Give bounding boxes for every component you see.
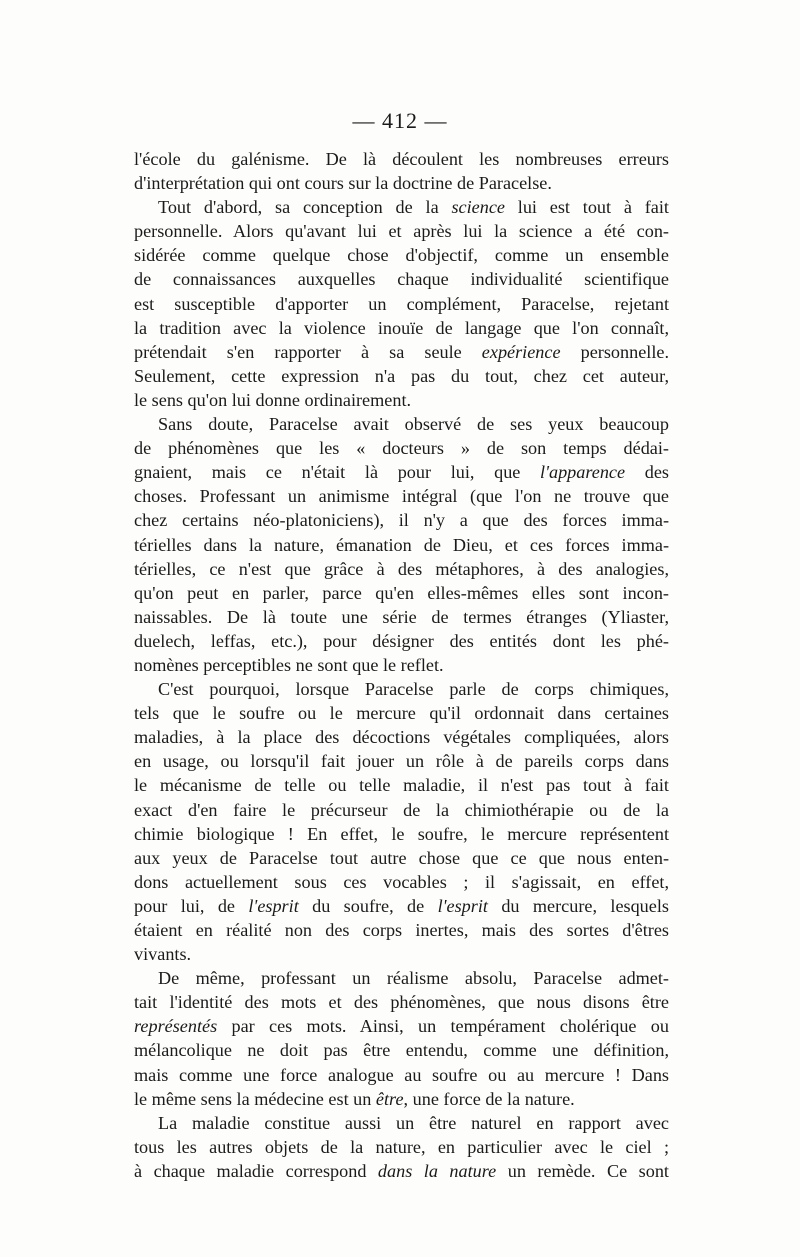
text-run: étaient en réalité non des corps inertes, mais des sortes d'êtres [134, 920, 669, 940]
text-run: mélancolique ne doit pas être entendu, comme une définition, [134, 1040, 669, 1061]
text-run: de phénomènes que les « docteurs » de son temps dédai- [134, 438, 669, 459]
text-run: C'est pourquoi, lorsque Paracelse parle de corps chimiques, [158, 679, 669, 700]
text-line [134, 557, 669, 581]
text-line [134, 1135, 669, 1159]
text-run: personnelle. [560, 341, 669, 362]
text-line [134, 243, 669, 267]
text-run: exact d'en faire le précurseur de la chimiothérapie ou de la [134, 799, 669, 820]
text-line [134, 1087, 669, 1111]
text-run: de connaissances auxquelles chaque individualité scientifique [134, 269, 669, 290]
text-line [134, 798, 669, 822]
text-run: des [625, 462, 669, 483]
text-line [134, 725, 669, 749]
text-line [134, 894, 669, 918]
text-run: qu'on peut en parler, parce qu'en elles-mêmes elles sont incon- [134, 582, 669, 603]
paragraph [134, 677, 669, 966]
text-line [134, 653, 669, 677]
text-run: prétendait s'en rapporter à sa seule [134, 341, 482, 362]
text-run: sidérée comme quelque chose d'objectif, comme un ensemble [134, 245, 669, 266]
italic-term: dans la nature [377, 1160, 497, 1181]
text-line [134, 822, 669, 846]
italic-term: représentés [134, 1016, 218, 1037]
text-run: dons actuellement sous ces vocables ; il s'agissait, en effet, [134, 871, 669, 892]
text-run: tait l'identité des mots et des phénomènes, que nous disons être [134, 992, 669, 1013]
text-line [134, 364, 669, 388]
text-run: duelech, leffas, etc.), pour désigner des entités dont les phé- [134, 630, 669, 651]
text-line [134, 267, 669, 291]
italic-term: l'esprit [437, 895, 488, 916]
text-run: pour lui, de [134, 895, 249, 916]
text-line [134, 942, 669, 966]
text-line [134, 195, 669, 219]
text-run: le même sens la médecine est un [134, 1088, 376, 1109]
text-run: aux yeux de Paracelse tout autre chose que ce que nous enten- [134, 847, 669, 868]
paragraph [134, 966, 669, 1111]
text-line [134, 508, 669, 532]
text-run: chimie biologique ! En effet, le soufre, le mercure représentent [134, 823, 669, 844]
text-run: l'école du galénisme. De là découlent les nombreuses erreurs [134, 149, 669, 169]
text-run: Seulement, cette expression n'a pas du tout, chez cet auteur, [134, 365, 669, 386]
text-run: est susceptible d'apporter un complément, Paracelse, rejetant [134, 293, 669, 314]
text-line [134, 340, 669, 364]
text-run: maladies, à la place des décoctions végétales compliquées, alors [134, 727, 669, 748]
text-line [134, 1159, 669, 1183]
text-run: d'interprétation qui ont cours sur la doctrine de Paracelse. [134, 173, 552, 194]
text-line [134, 219, 669, 243]
text-line [134, 773, 669, 797]
text-line [134, 966, 669, 990]
text-line [134, 990, 669, 1014]
italic-term: l'apparence [540, 462, 626, 483]
text-run: naissables. De là toute une série de termes étranges (Yliaster, [134, 606, 669, 627]
text-line [134, 605, 669, 629]
text-line [134, 701, 669, 725]
paragraph [134, 147, 669, 195]
text-line [134, 581, 669, 605]
text-run: De même, professant un réalisme absolu, Paracelse admet- [158, 968, 669, 989]
text-run: la tradition avec la violence inouïe de langage que l'on connaît, [134, 317, 669, 338]
text-run: Tout d'abord, sa conception de la [158, 197, 452, 218]
text-run: choses. Professant un animisme intégral (que l'on ne trouve que [134, 486, 669, 507]
text-run: le mécanisme de telle ou telle maladie, il n'est pas tout à fait [134, 775, 669, 796]
text-line [134, 918, 669, 942]
text-run: térielles, ce n'est que grâce à des métaphores, à des analogies, [134, 558, 669, 579]
text-line [134, 412, 669, 436]
italic-term: expérience [481, 341, 561, 362]
text-run: personnelle. Alors qu'avant lui et après lui la science a été con- [134, 221, 669, 242]
text-line [134, 1111, 669, 1135]
text-run: un remède. Ce sont [496, 1160, 669, 1181]
text-run: mais comme une force analogue au soufre ou au mercure ! Dans [134, 1064, 669, 1085]
text-line [134, 749, 669, 773]
text-run: lui est tout à fait [504, 197, 669, 218]
text-run: La maladie constitue aussi un être naturel en rapport avec [158, 1112, 669, 1133]
italic-term: science [451, 197, 505, 218]
text-line [134, 292, 669, 316]
text-run: gnaient, mais ce n'était là pour lui, que [134, 462, 541, 483]
text-run: le sens qu'on lui donne ordinairement. [134, 389, 412, 410]
paragraph [134, 412, 669, 677]
text-line [134, 1014, 669, 1038]
italic-term: l'esprit [248, 895, 299, 916]
text-line [134, 677, 669, 701]
text-run: térielles dans la nature, émanation de Dieu, et ces forces imma- [134, 534, 669, 555]
text-line [134, 316, 669, 340]
paragraph [134, 1111, 669, 1183]
text-run: tous les autres objets de la nature, en particulier avec le ciel ; [134, 1136, 669, 1157]
italic-term: être [375, 1088, 404, 1109]
text-line [134, 1063, 669, 1087]
text-line [134, 484, 669, 508]
text-run: tels que le soufre ou le mercure qu'il ordonnait dans certaines [134, 703, 669, 724]
text-line [134, 388, 669, 412]
page-number: — 412 — [352, 108, 448, 133]
text-run: par ces mots. Ainsi, un tempérament cholérique ou [217, 1016, 669, 1037]
text-line [134, 846, 669, 870]
text-run: en usage, ou lorsqu'il fait jouer un rôle à de pareils corps dans [134, 751, 669, 772]
paragraph [134, 195, 669, 412]
text-line [134, 171, 669, 195]
text-run: Sans doute, Paracelse avait observé de ses yeux beaucoup [158, 414, 669, 435]
text-run: vivants. [134, 944, 192, 965]
text-run: à chaque maladie correspond [134, 1160, 378, 1181]
body-text [134, 147, 669, 1183]
text-run: chez certains néo-platoniciens), il n'y a que des forces imma- [134, 510, 669, 531]
text-run: , une force de la nature. [403, 1088, 575, 1109]
text-line [134, 870, 669, 894]
text-line [134, 533, 669, 557]
text-line [134, 436, 669, 460]
text-line [134, 460, 669, 484]
text-run: du mercure, lesquels [487, 895, 669, 916]
text-line [134, 147, 669, 171]
text-line [134, 629, 669, 653]
text-run: nomènes perceptibles ne sont que le reflet. [134, 654, 444, 675]
text-line [134, 1038, 669, 1062]
text-run: du soufre, de [298, 895, 438, 916]
